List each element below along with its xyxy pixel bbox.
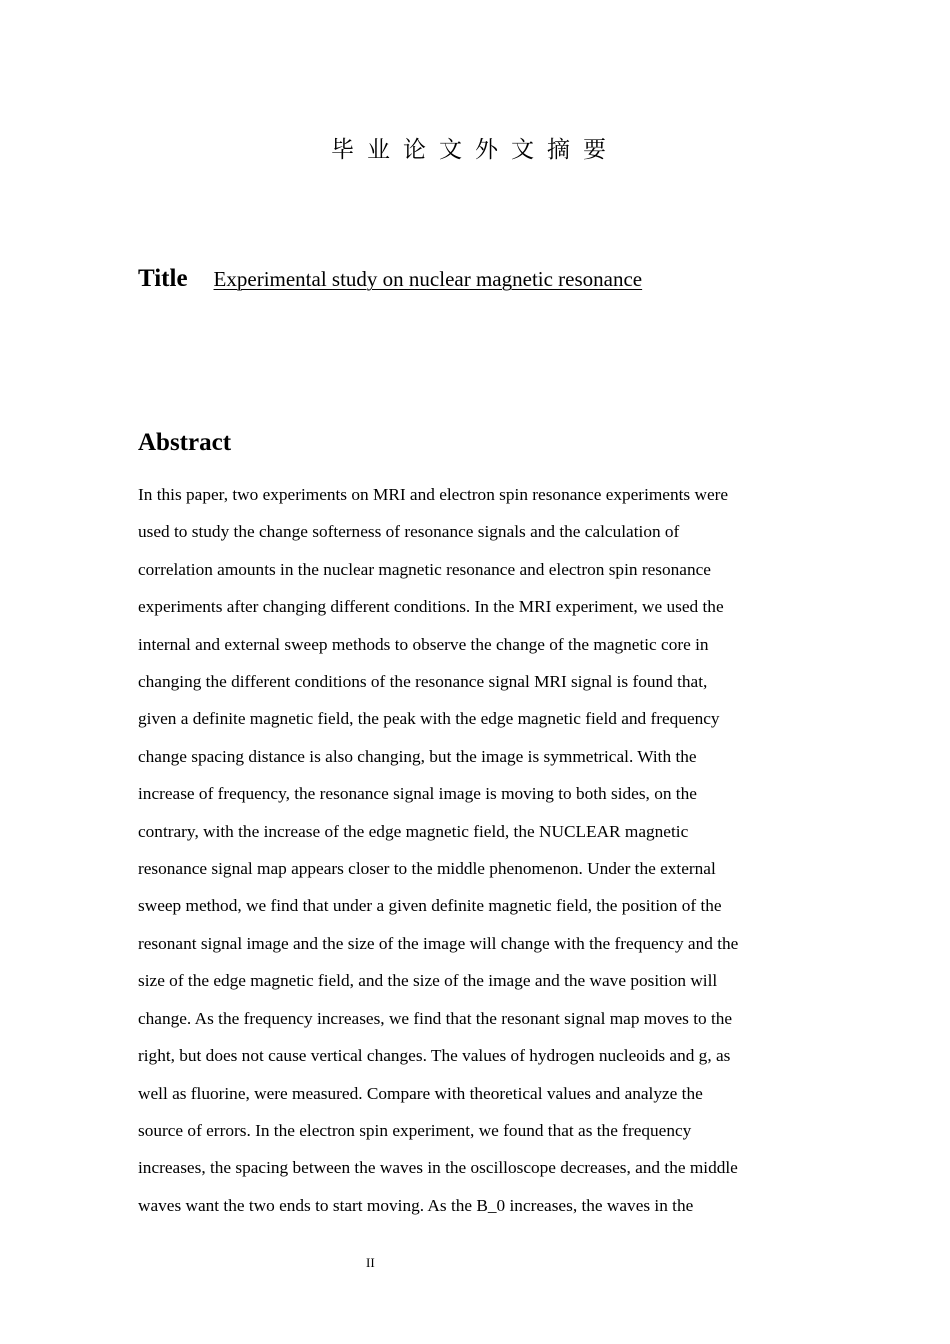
abstract-line: internal and external sweep methods to observe the change of the magnetic core in	[138, 634, 709, 654]
abstract-line: contrary, with the increase of the edge magnetic field, the NUCLEAR magnetic	[138, 821, 689, 841]
page-number: II	[366, 1255, 375, 1270]
abstract-line: waves want the two ends to start moving. As the B_0 increases, the waves in the	[138, 1195, 694, 1215]
abstract-line: given a definite magnetic field, the peak with the edge magnetic field and frequency	[138, 709, 720, 729]
abstract-line: increases, the spacing between the waves in the oscilloscope decreases, and the middle	[138, 1158, 738, 1178]
abstract-line: well as fluorine, were measured. Compare with theoretical values and analyze the	[138, 1083, 703, 1103]
abstract-line: source of errors. In the electron spin experiment, we found that as the frequency	[138, 1120, 692, 1140]
abstract-line: change. As the frequency increases, we find that the resonant signal map moves to the	[138, 1008, 733, 1028]
abstract-line: change spacing distance is also changing, but the image is symmetrical. With the	[138, 746, 697, 766]
title-row	[138, 262, 818, 296]
abstract-line: resonant signal image and the size of the image will change with the frequency and the	[138, 933, 739, 953]
abstract-line: right, but does not cause vertical changes. The values of hydrogen nucleoids and g, as	[138, 1046, 731, 1066]
title-label: Title	[138, 265, 188, 292]
abstract-line: used to study the change softerness of resonance signals and the calculation of	[138, 522, 680, 542]
abstract-line: correlation amounts in the nuclear magnetic resonance and electron spin resonance	[138, 559, 711, 579]
abstract-line: sweep method, we find that under a given definite magnetic field, the position of the	[138, 896, 722, 916]
document-heading: 毕业论文外文摘要	[331, 137, 619, 163]
abstract-body	[138, 476, 808, 1224]
abstract-line: In this paper, two experiments on MRI and electron spin resonance experiments were	[138, 485, 729, 504]
thesis-title: Experimental study on nuclear magnetic resonance	[213, 267, 643, 291]
abstract-heading: Abstract	[138, 429, 232, 456]
abstract-line: resonance signal map appears closer to the middle phenomenon. Under the external	[138, 859, 716, 879]
abstract-line: increase of frequency, the resonance signal image is moving to both sides, on the	[138, 784, 697, 804]
abstract-line: changing the different conditions of the resonance signal MRI signal is found that,	[138, 672, 708, 692]
abstract-line: experiments after changing different conditions. In the MRI experiment, we used the	[138, 597, 724, 617]
abstract-line: size of the edge magnetic field, and the size of the image and the wave position will	[138, 971, 718, 991]
